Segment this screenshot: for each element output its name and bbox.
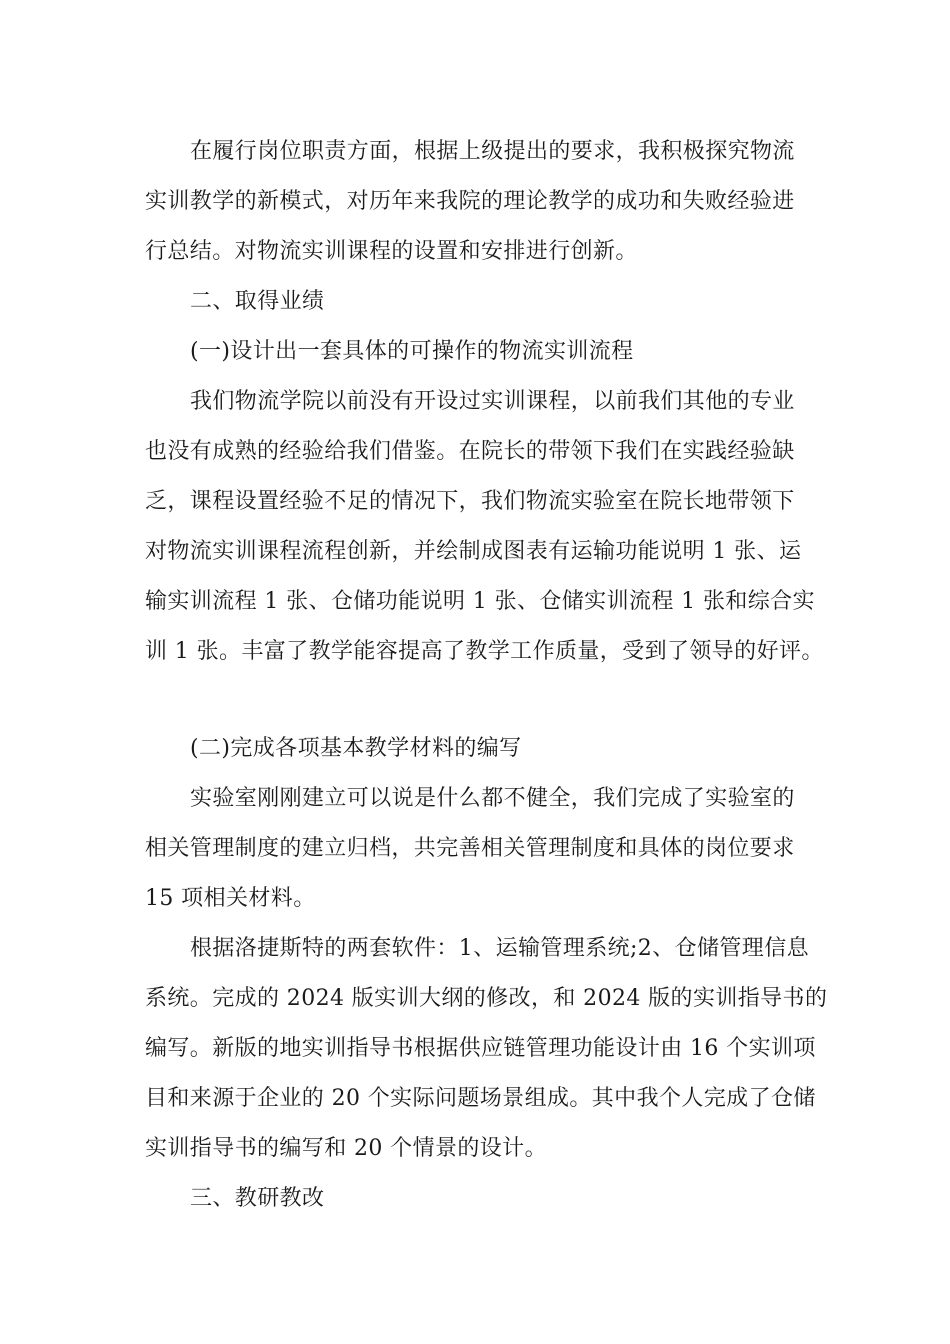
- paragraph-line: 目和来源于企业的 20 个实际问题场景组成。其中我个人完成了仓储: [145, 1086, 816, 1111]
- paragraph-line: 行总结。对物流实训课程的设置和安排进行创新。: [145, 239, 638, 264]
- paragraph-line: 训 1 张。丰富了教学能容提高了教学工作质量，受到了领导的好评。: [145, 639, 824, 664]
- paragraph-line: 输实训流程 1 张、仓储功能说明 1 张、仓储实训流程 1 张和综合实: [145, 589, 815, 614]
- subsection-heading: (二)完成各项基本教学材料的编写: [190, 736, 522, 761]
- paragraph-line: 系统。完成的 2024 版实训大纲的修改，和 2024 版的实训指导书的: [145, 986, 828, 1011]
- paragraph-line: 在履行岗位职责方面，根据上级提出的要求，我积极探究物流: [190, 139, 795, 164]
- paragraph-line: 我们物流学院以前没有开设过实训课程，以前我们其他的专业: [190, 389, 795, 414]
- paragraph-line: 实训教学的新模式，对历年来我院的理论教学的成功和失败经验进: [145, 189, 795, 214]
- paragraph-line: 实训指导书的编写和 20 个情景的设计。: [145, 1136, 547, 1161]
- paragraph-line: 相关管理制度的建立归档，共完善相关管理制度和具体的岗位要求: [145, 836, 795, 861]
- section-heading: 二、取得业绩: [190, 289, 325, 314]
- subsection-heading: (一)设计出一套具体的可操作的物流实训流程: [190, 339, 634, 364]
- paragraph-line: 根据洛捷斯特的两套软件：1、运输管理系统;2、仓储管理信息: [190, 936, 810, 961]
- paragraph-line: 实验室刚刚建立可以说是什么都不健全，我们完成了实验室的: [190, 786, 795, 811]
- paragraph-line: 对物流实训课程流程创新，并绘制成图表有运输功能说明 1 张、运: [145, 539, 802, 564]
- paragraph-line: 乏，课程设置经验不足的情况下，我们物流实验室在院长地带领下: [145, 489, 795, 514]
- section-heading: 三、教研教改: [190, 1186, 325, 1211]
- paragraph-line: 也没有成熟的经验给我们借鉴。在院长的带领下我们在实践经验缺: [145, 439, 795, 464]
- paragraph-line: 15 项相关材料。: [145, 886, 316, 911]
- paragraph-line: 编写。新版的地实训指导书根据供应链管理功能设计由 16 个实训项: [145, 1036, 816, 1061]
